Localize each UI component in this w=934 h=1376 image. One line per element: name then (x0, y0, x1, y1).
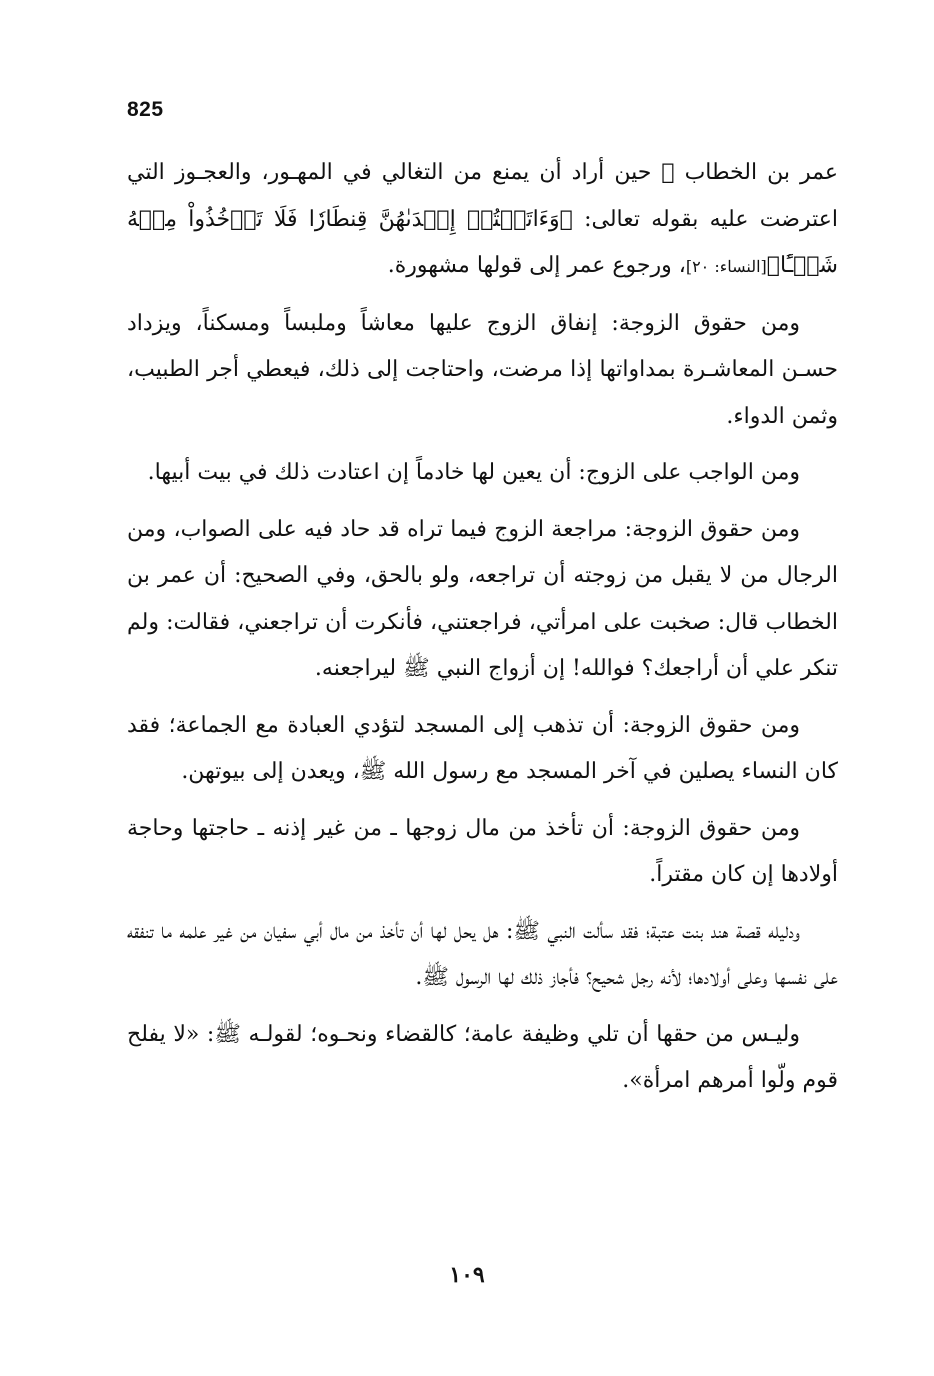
paragraph-text-after: ، ورجوع عمر إلى قولها مشهورة. (387, 253, 686, 278)
paragraph-text: عمر بن الخطاب ﷺ حين أراد أن يمنع من التغالي في المهـور، والعجـوز التي اعترضت عليه بقوله تعالى: ﴿وَءَاتَيۡتُمۡ إِحۡدَىٰهُنَّ قِنطَارٗا فَلَا تَأۡخُذُواْ مِنۡهُ شَيۡـًٔا﴾ (127, 160, 838, 278)
paragraph-public-office: وليـس من حقها أن تلي وظيفة عامة؛ كالقضاء ونحـوه؛ لقولـه ﷺ: «لا يفلح قوم ولّوا أمرهم امرأة». (127, 1021, 838, 1093)
paragraph-taking-money: ومن حقوق الزوجة: أن تأخذ من مال زوجها ـ من غير إذنه ـ حاجتها وحاجة أولادها إن كان مقتراً. (127, 815, 838, 887)
page-number: ١٠٩ (449, 1262, 485, 1288)
scan-page-number: 825 (127, 98, 164, 121)
paragraph-hind-evidence: ودليله قصة هند بنت عتبة؛ فقد سألت النبي ﷺ: هل يحل لها أن تأخذ من مال أبي سفيان من غير علمه ما تنفقه على نفسها وعلى أولادها؛ لأنه رجل شحيح؟ فأجاز ذلك لها الرسول ﷺ. (127, 918, 838, 990)
quran-reference: [النساء: ٢٠] (685, 257, 767, 276)
paragraph-continuation (127, 150, 838, 291)
paragraph-review: ومن حقوق الزوجة: مراجعة الزوج فيما تراه قد حاد فيه على الصواب، ومن الرجال من لا يقبل من زوجته أن تراجعه، ولو بالحق، وفي الصحيح: أن عمر بن الخطاب قال: صخبت على امرأتي، فراجعتني، فأنكرت أن تراجعني، فقالت: ولم تنكر علي أن أراجعك؟ فوالله! إن أزواج النبي ﷺ ليراجعنه. (127, 516, 838, 681)
paragraph-mosque: ومن حقوق الزوجة: أن تذهب إلى المسجد لتؤدي العبادة مع الجماعة؛ فقد كان النساء يصلين في آخر المسجد مع رسول الله ﷺ، ويعدن إلى بيوتهن. (127, 712, 838, 784)
paragraph-servant: ومن الواجب على الزوج: أن يعين لها خادماً إن اعتادت ذلك في بيت أبيها. (147, 460, 800, 485)
book-text (127, 150, 838, 1115)
paragraph-spending: ومن حقوق الزوجة: إنفاق الزوج عليها معاشاً وملبساً ومسكناً، ويزداد حسـن المعاشـرة بمداواتها إذا مرضت، واحتاجت إلى ذلك، فيعطي أجر الطبيب، وثمن الدواء. (127, 310, 839, 429)
